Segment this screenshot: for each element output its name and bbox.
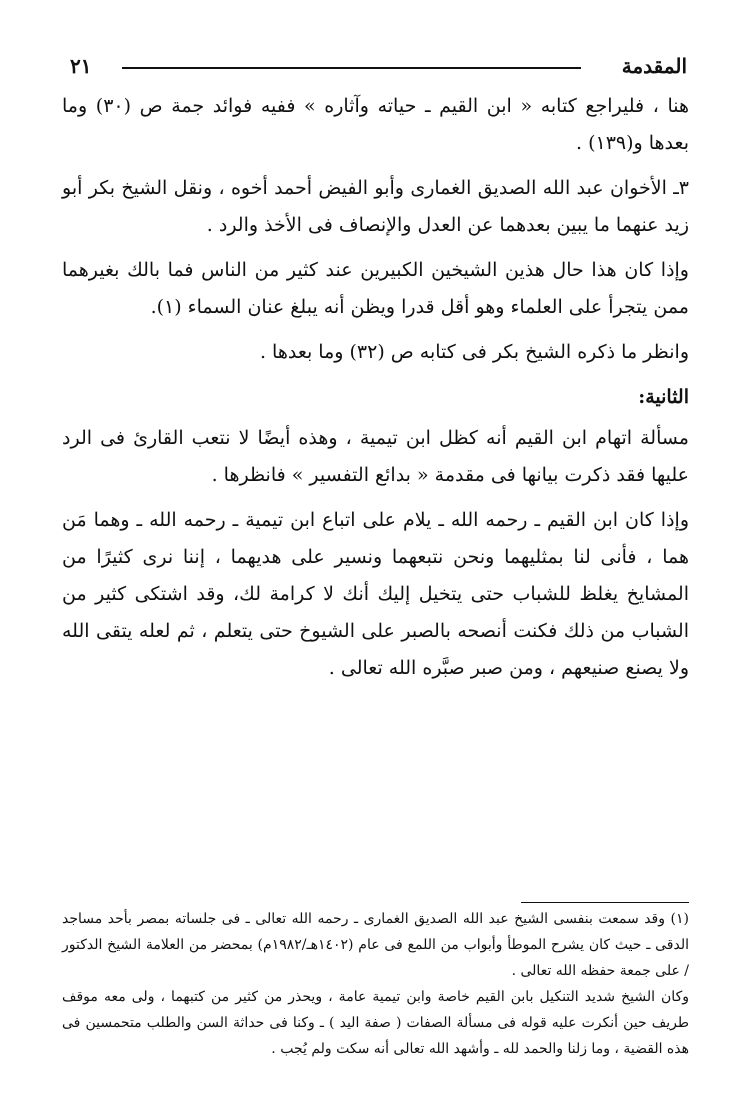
main-text [62,88,689,695]
paragraph: وانظر ما ذكره الشيخ بكر فى كتابه ص (٣٢) وما بعدها . [259,341,689,363]
section-heading: الثانية: [638,386,689,408]
paragraph: ٣ـ الأخوان عبد الله الصديق الغمارى وأبو الفيض أحمد أخوه ، ونقل الشيخ بكر أبو زيد عنهما ما يبين بعدهما عن العدل والإنصاف فى الأخذ والرد . [62,177,689,236]
footnote: وكان الشيخ شديد التنكيل بابن القيم خاصة وابن تيمية عامة ، ويحذر من كثير من كتبهما ، ولى معه موقف طريف حين أنكرت عليه قوله فى مسألة الصفات ( صفة اليد ) ـ وكنا فى حداثة السن والطلب متحمسين فى هذه القضية ، وما زلنا والحمد لله ـ وأشهد الله تعالى أنه سكت ولم يُجب . [62,989,689,1057]
paragraph: وإذا كان هذا حال هذين الشيخين الكبيرين عند كثير من الناس فما بالك بغيرهما ممن يتجرأ على العلماء وهو أقل قدرا ويظن أنه يبلغ عنان السماء (١). [62,259,689,318]
page-number: ٢١ [70,54,92,78]
footnote-separator [521,902,689,903]
paragraph: مسألة اتهام ابن القيم أنه كظل ابن تيمية ، وهذه أيضًا لا نتعب القارئ فى الرد عليها فقد ذكرت بيانها فى مقدمة « بدائع التفسير » فانظرها . [62,427,689,486]
page-header [70,52,687,82]
footnote: (١) وقد سمعت بنفسى الشيخ عبد الله الصديق الغمارى ـ رحمه الله تعالى ـ فى جلساته بمصر بأحد مساجد الدقى ـ حيث كان يشرح الموطأ وأبواب من اللمع فى عام (١٤٠٢هـ/١٩٨٢م) بمحضر من العلامة الشيخ الدكتور / على جمعة حفظه الله تعالى . [62,911,689,979]
footnotes [62,906,689,1062]
paragraph: وإذا كان ابن القيم ـ رحمه الله ـ يلام على اتباع ابن تيمية ـ رحمه الله ـ وهما مَن هما ، فأنى لنا بمثليهما ونحن نتبعهما ونسير على هديهما ، إننا نرى كثيرًا من المشايخ يغلظ للشباب حتى يتخيل إليك أنك لا كرامة لك، وقد اشتكى كثير من الشباب من ذلك فكنت أنصحه بالصبر على الشيوخ حتى يتعلم ، ثم لعله يتقى الله ولا يصنع صنيعهم ، ومن صبر صبَّره الله تعالى . [62,509,689,679]
chapter-title: المقدمة [621,54,687,78]
paragraph: هنا ، فليراجع كتابه « ابن القيم ـ حياته وآثاره » ففيه فوائد جمة ص (٣٠) وما بعدها و(١٣٩) . [62,95,690,154]
header-rule [122,67,581,69]
